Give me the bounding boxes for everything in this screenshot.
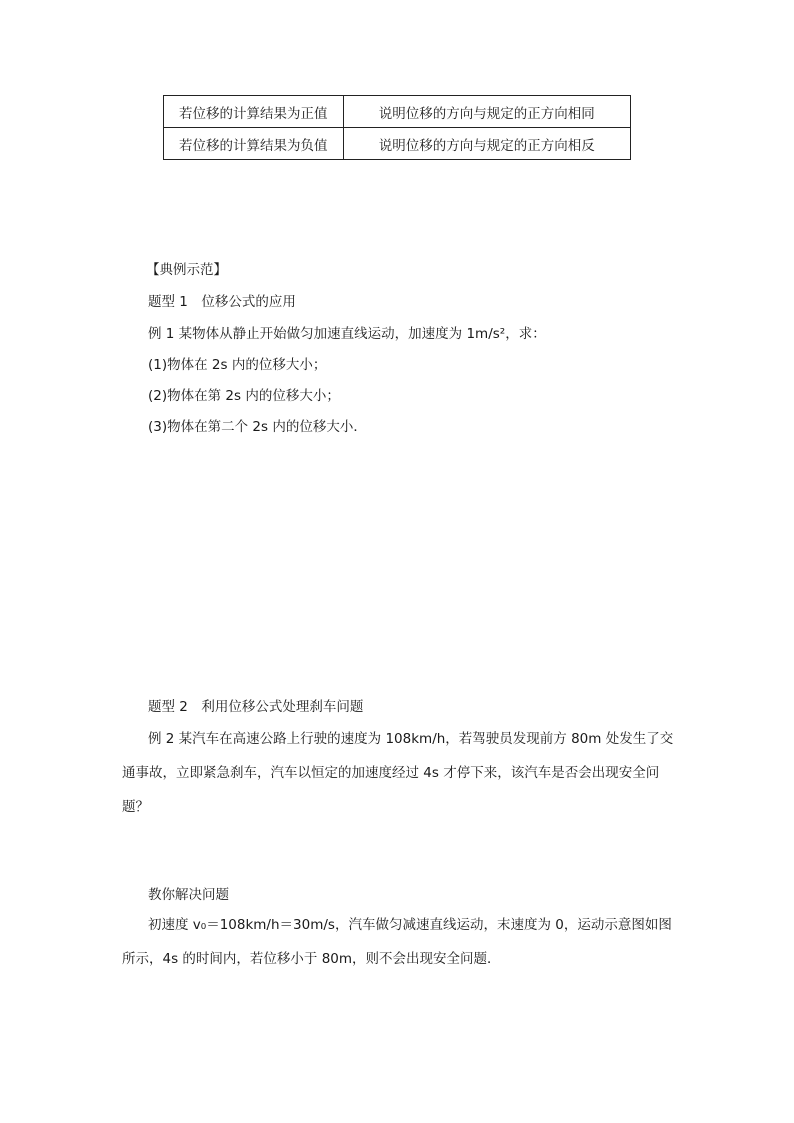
- example1-question-1: (1)物体在 2s 内的位移大小；: [148, 357, 327, 373]
- table-cell-meaning: 说明位移的方向与规定的正方向相同: [343, 96, 630, 128]
- example1-question-2: (2)物体在第 2s 内的位移大小；: [148, 388, 340, 404]
- type1-title: 题型 1 位移公式的应用: [148, 294, 296, 310]
- table-row: [164, 128, 631, 160]
- table-row: [164, 96, 631, 128]
- example1-question-3: (3)物体在第二个 2s 内的位移大小．: [148, 419, 367, 435]
- example2-text: 例 2 某汽车在高速公路上行驶的速度为 108km/h，若驾驶员发现前方 80m 处发生了交通事故，立即紧急刹车，汽车以恒定的加速度经过 4s 才停下来，该汽车是否会出现安全问题？: [122, 731, 674, 815]
- solve-text: 初速度 v₀＝108km/h＝30m/s，汽车做匀减速直线运动，末速度为 0，运动示意图如图所示，4s 的时间内，若位移小于 80m，则不会出现安全问题．: [122, 917, 672, 967]
- displacement-sign-table: [163, 95, 631, 160]
- table-cell-condition: 若位移的计算结果为负值: [164, 128, 344, 160]
- table-cell-meaning: 说明位移的方向与规定的正方向相反: [343, 128, 630, 160]
- table-cell-condition: 若位移的计算结果为正值: [164, 96, 344, 128]
- section-title: 【典例示范】: [146, 262, 227, 278]
- solve-title: 教你解决问题: [148, 887, 229, 903]
- type2-title: 题型 2 利用位移公式处理刹车问题: [148, 699, 364, 715]
- example1-text: 例 1 某物体从静止开始做匀加速直线运动，加速度为 1m/s²，求：: [148, 326, 546, 342]
